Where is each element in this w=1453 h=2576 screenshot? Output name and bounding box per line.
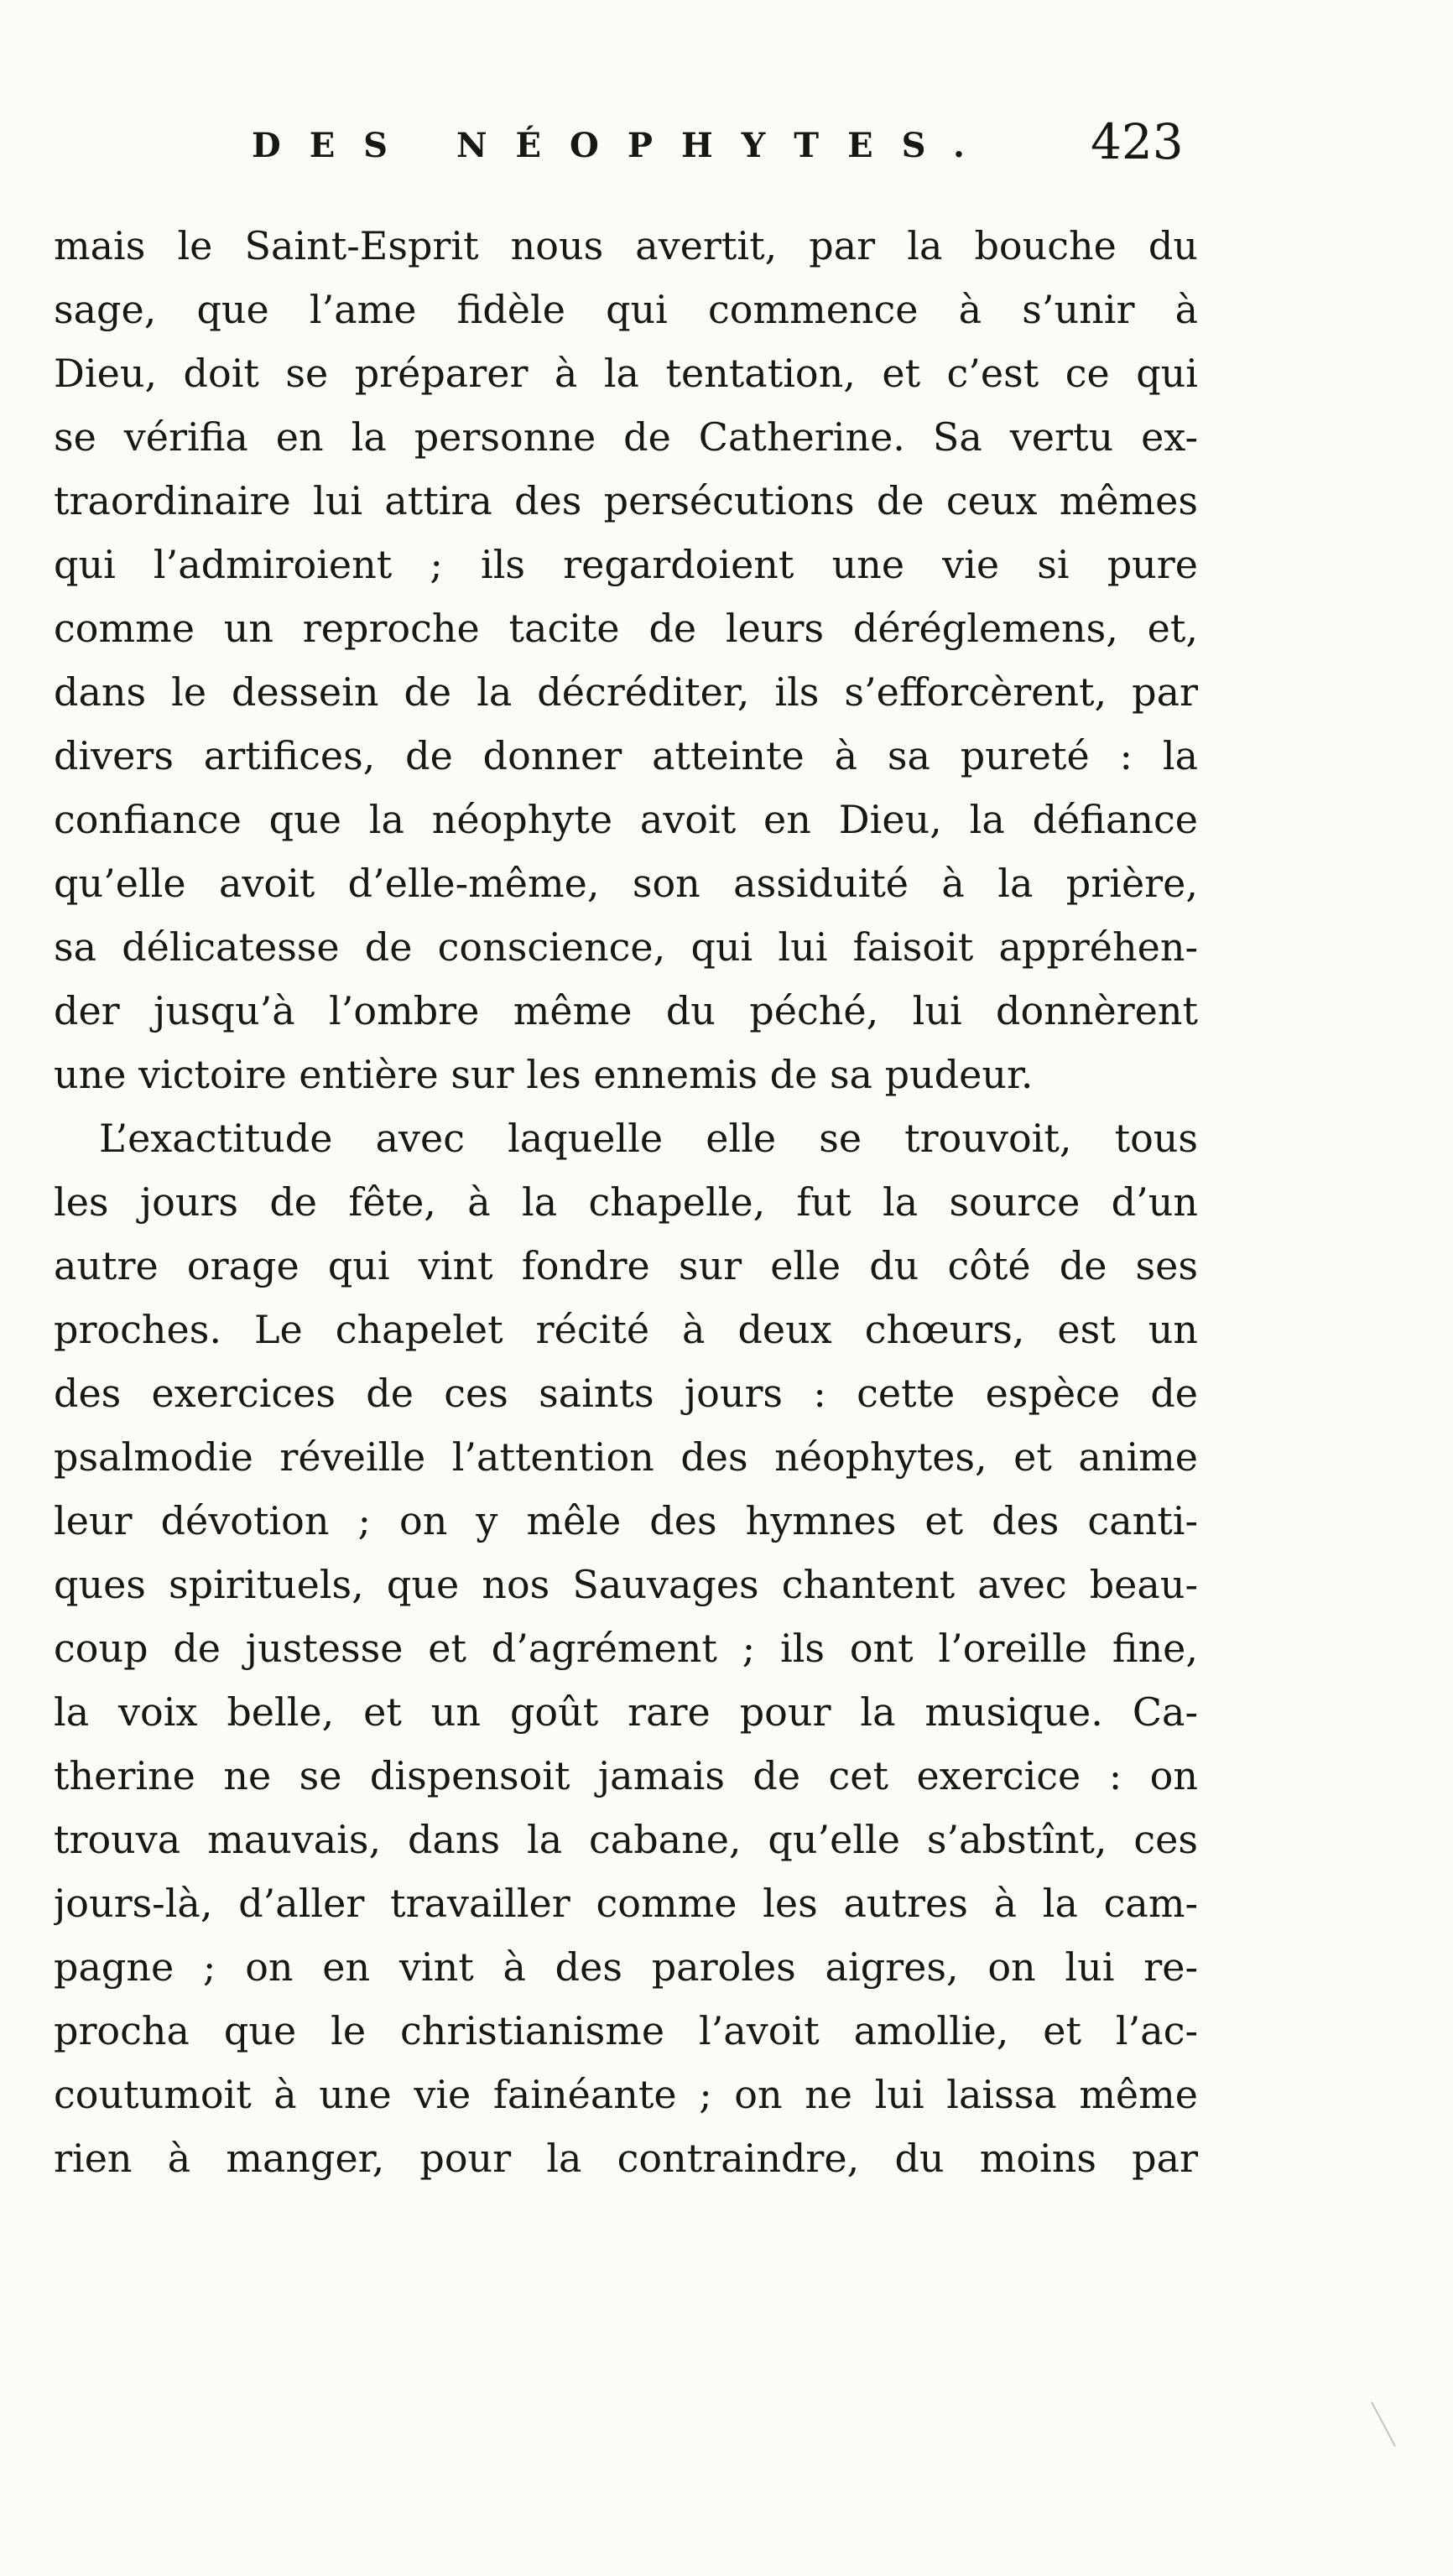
text-line: L’exactitude avec laquelle elle se trouvoit, tous (99, 1116, 1198, 1161)
text-line: procha que le christianisme l’avoit amollie, et l’ac- (54, 2008, 1198, 2053)
text-line: une victoire entière sur les ennemis de sa pudeur. (54, 1052, 1034, 1097)
text-line: comme un reproche tacite de leurs déréglemens, et, (54, 606, 1198, 651)
text-line: psalmodie réveille l’attention des néophytes, et anime (54, 1434, 1198, 1480)
text-line: ques spirituels, que nos Sauvages chantent avec beau- (54, 1562, 1198, 1607)
text-line: leur dévotion ; on y mêle des hymnes et des canti- (54, 1498, 1198, 1543)
text-line: la voix belle, et un goût rare pour la musique. Ca- (54, 1689, 1198, 1735)
text-line: jours-là, d’aller travailler comme les autres à la cam- (54, 1881, 1198, 1926)
text-line: les jours de fête, à la chapelle, fut la source d’un (54, 1179, 1198, 1225)
text-line: pagne ; on en vint à des paroles aigres, on lui re- (54, 1944, 1198, 1990)
text-line: Dieu, doit se préparer à la tentation, et c’est ce qui (54, 351, 1198, 396)
text-line: rien à manger, pour la contraindre, du moins par (54, 2136, 1198, 2181)
text-line: coutumoit à une vie fainéante ; on ne lui laissa même (54, 2072, 1198, 2117)
text-line: qu’elle avoit d’elle-même, son assiduité à la prière, (54, 861, 1198, 906)
text-line: trouva mauvais, dans la cabane, qu’elle s’abstînt, ces (54, 1817, 1198, 1862)
text-line: divers artifices, de donner atteinte à sa pureté : la (54, 733, 1198, 778)
text-line: se vérifia en la personne de Catherine. Sa vertu ex- (54, 414, 1198, 460)
text-line: der jusqu’à l’ombre même du péché, lui donnèrent (54, 988, 1198, 1033)
running-title: DES NÉOPHYTES. (252, 126, 993, 165)
text-line: qui l’admiroient ; ils regardoient une vie si pure (54, 542, 1198, 587)
text-line: confiance que la néophyte avoit en Dieu, la défiance (54, 797, 1198, 842)
text-line: mais le Saint-Esprit nous avertit, par la bouche du (54, 223, 1198, 268)
text-line: dans le dessein de la décréditer, ils s’efforcèrent, par (54, 669, 1198, 715)
text-line: coup de justesse et d’agrément ; ils ont l’oreille fine, (54, 1626, 1198, 1671)
paper-mark (1371, 2402, 1396, 2447)
text-line: autre orage qui vint fondre sur elle du côté de ses (54, 1243, 1198, 1288)
text-line: sa délicatesse de conscience, qui lui faisoit appréhen- (54, 924, 1198, 970)
text-line: sage, que l’ame fidèle qui commence à s’unir à (54, 287, 1198, 332)
text-line: des exercices de ces saints jours : cette espèce de (54, 1371, 1198, 1416)
page-number: 423 (1091, 113, 1184, 170)
text-line: traordinaire lui attira des persécutions de ceux mêmes (54, 478, 1198, 523)
text-line: proches. Le chapelet récité à deux chœurs, est un (54, 1307, 1198, 1352)
text-line: therine ne se dispensoit jamais de cet exercice : on (54, 1753, 1198, 1798)
